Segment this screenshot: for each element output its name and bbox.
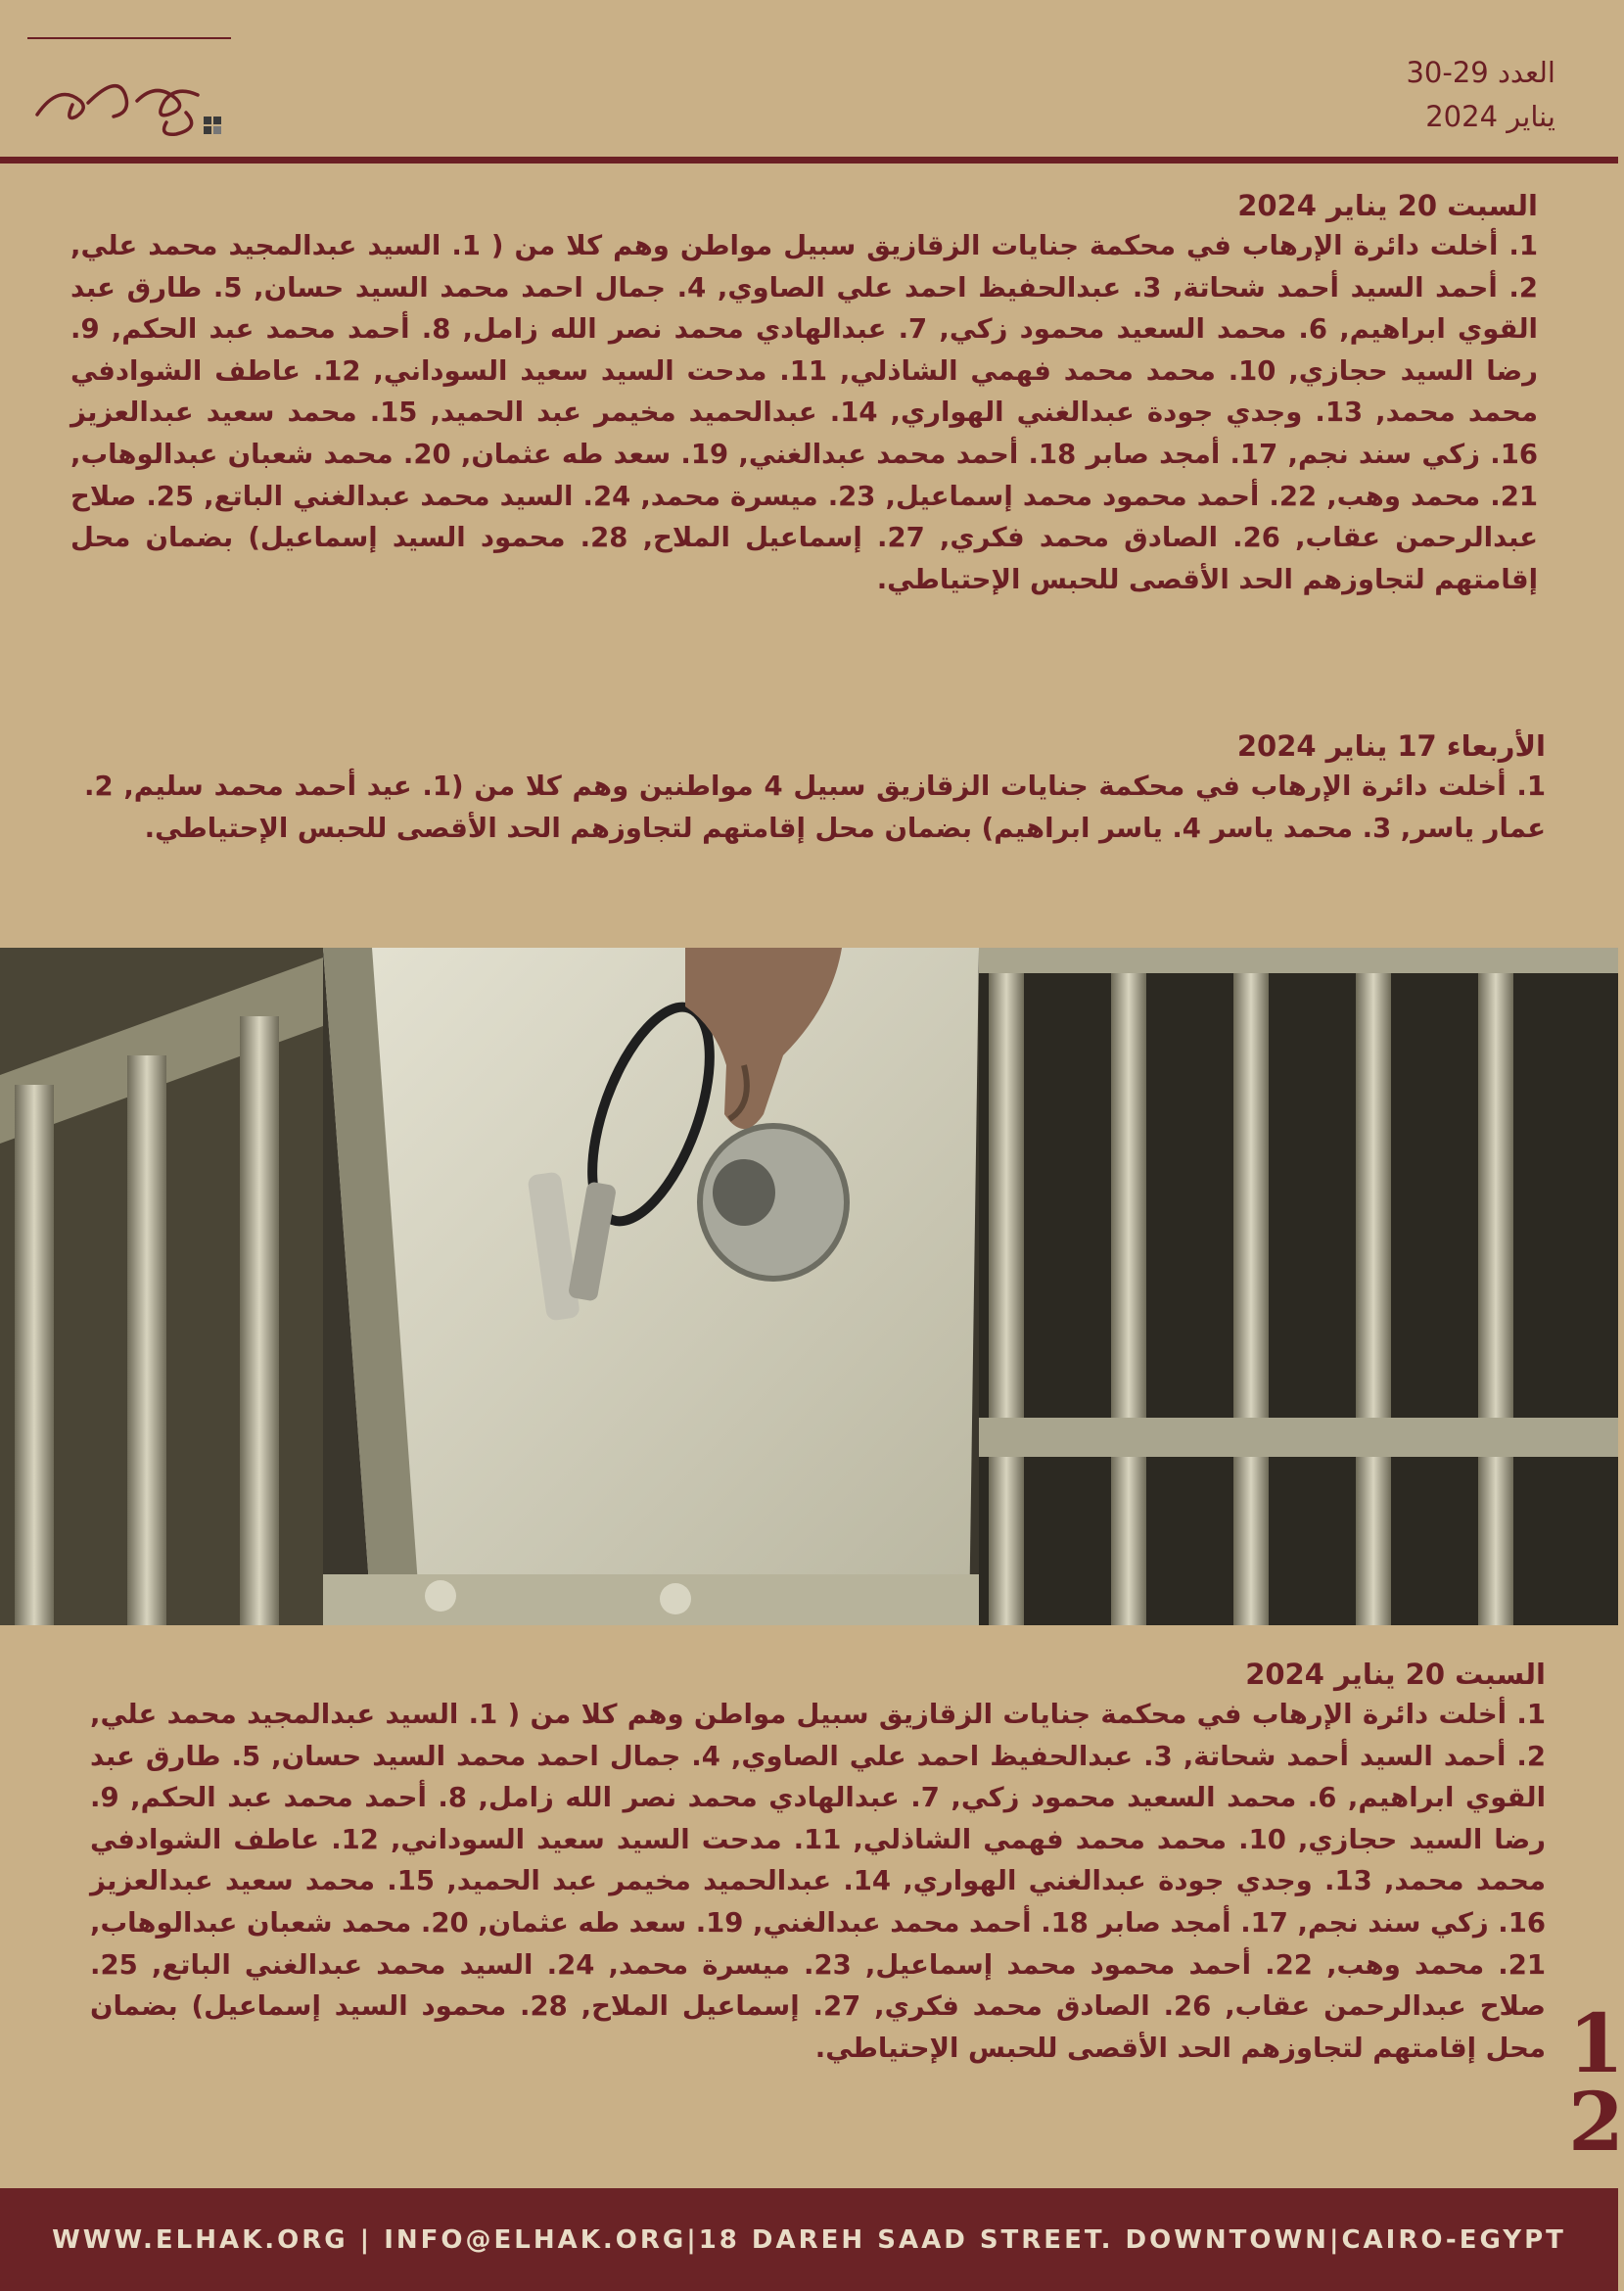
logo-top-rule [27,37,231,39]
issue-number: العدد 29-30 [1406,56,1555,89]
section-date: الأربعاء 17 يناير 2024 [1236,729,1546,763]
release-report-section [70,186,1538,600]
elhak-logo [29,44,235,142]
section-text: 1. أخلت دائرة الإرهاب في محكمة جنايات الزقازيق سبيل 4 مواطنين وهم كلا من (1. عيد أحمد محمد سليم, 2. عمار ياسر, 3. محمد ياسر 4. ياسر ابراهيم) بضمان محل إقامتهم لتجاوزهم الحد الأقصى للحبس الإحتياطي. [84,771,1546,844]
footer-bar [0,2188,1618,2291]
prison-key-photo [0,948,1618,1625]
issue-info [1406,51,1555,139]
header-divider [0,157,1618,164]
section-text: 1. أخلت دائرة الإرهاب في محكمة جنايات الزقازيق سبيل مواطن وهم كلا من ( 1. السيد عبدالمجيد محمد علي, 2. أحمد السيد أحمد شحاتة, 3. عبدالحفيظ احمد علي الصاوي, 4. جمال احمد محمد السيد حسان, 5. طارق عبد القوي ابراهيم, 6. محمد السعيد محمود زكي, 7. عبدالهادي محمد نصر الله زامل, 8. أحمد محمد عبد الحكم, 9. رضا السيد حجازي, 10. محمد محمد فهمي الشاذلي, 11. مدحت السيد سعيد السوداني, 12. عاطف الشوادفي محمد محمد, 13. وجدي جودة عبدالغني الهواري, 14. عبدالحميد مخيمر عبد الحميد, 15. محمد سعيد عبدالعزيز 16. زكي سند نجم, 17. أمجد صابر 18. أحمد محمد عبدالغني, 19. سعد طه عثمان, 20. محمد شعبان عبدالوهاب, 21. محمد وهب, 22. أحمد محمود محمد إسماعيل, 23. ميسرة محمد, 24. السيد محمد عبدالغني الباتع, 25. صلاح عبدالرحمن عقاب, 26. الصادق محمد فكري, 27. إسماعيل الملاح, 28. محمود السيد إسماعيل) بضمان محل إقامتهم لتجاوزهم الحد الأقصى للحبس الإحتياطي. [90,1699,1547,2064]
issue-date: يناير 2024 [1425,100,1555,133]
page-number: 1 2 [1568,1997,1624,2170]
section-date: السبت 20 يناير 2024 [1237,189,1538,222]
section-date: السبت 20 يناير 2024 [1245,1658,1546,1691]
release-report-section [90,1655,1546,2069]
release-report-section [84,726,1546,849]
footer-contact: WWW.ELHAK.ORG | INFO@ELHAK.ORG|18 DAREH SAAD STREET. DOWNTOWN|CAIRO-EGYPT [52,2224,1566,2255]
section-text: 1. أخلت دائرة الإرهاب في محكمة جنايات الزقازيق سبيل مواطن وهم كلا من ( 1. السيد عبدالمجيد محمد علي, 2. أحمد السيد أحمد شحاتة, 3. عبدالحفيظ احمد علي الصاوي, 4. جمال احمد محمد السيد حسان, 5. طارق عبد القوي ابراهيم, 6. محمد السعيد محمود زكي, 7. عبدالهادي محمد نصر الله زامل, 8. أحمد محمد عبد الحكم, 9. رضا السيد حجازي, 10. محمد محمد فهمي الشاذلي, 11. مدحت السيد سعيد السوداني, 12. عاطف الشوادفي محمد محمد, 13. وجدي جودة عبدالغني الهواري, 14. عبدالحميد مخيمر عبد الحميد, 15. محمد سعيد عبدالعزيز 16. زكي سند نجم, 17. أمجد صابر 18. أحمد محمد عبدالغني, 19. سعد طه عثمان, 20. محمد شعبان عبدالوهاب, 21. محمد وهب, 22. أحمد محمود محمد إسماعيل, 23. ميسرة محمد, 24. السيد محمد عبدالغني الباتع, 25. صلاح عبدالرحمن عقاب, 26. الصادق محمد فكري, 27. إسماعيل الملاح, 28. محمود السيد إسماعيل) بضمان محل إقامتهم لتجاوزهم الحد الأقصى للحبس الإحتياطي. [70,230,1539,595]
